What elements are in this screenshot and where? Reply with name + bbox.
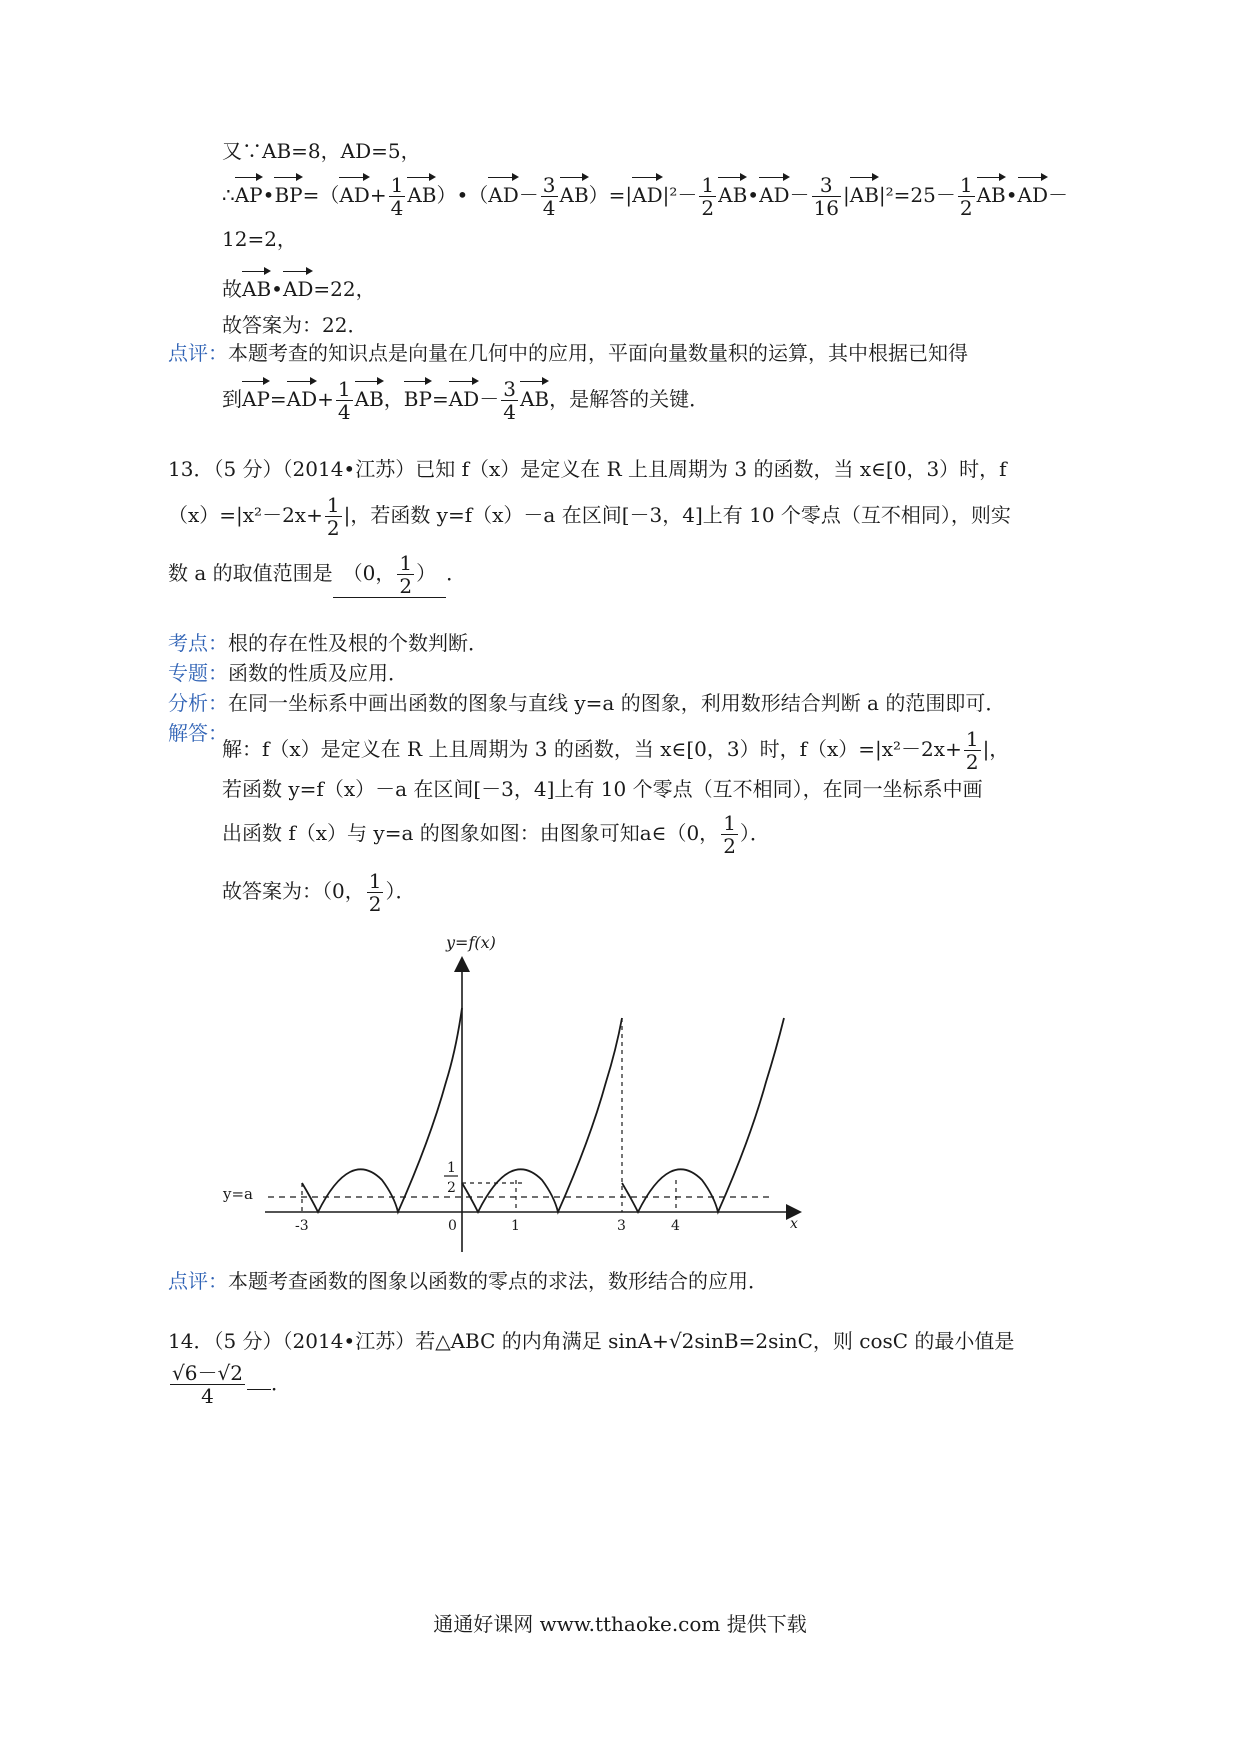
tick-label-3: 3 — [617, 1218, 626, 1234]
tick-label-4: 4 — [671, 1218, 680, 1234]
q12-comment: 点评：本题考查的知识点是向量在几何中的应用，平面向量数量积的运算，其中根据已知得 — [168, 341, 968, 365]
q13-line1: 13．（5 分）（2014•江苏）已知 f（x）是定义在 R 上且周期为 3 的函数，当 x∈[0，3）时，f — [168, 457, 1007, 481]
q14-answer: $\frac{√6-√2}{4}$ ． — [172, 1361, 291, 1408]
q13-fenxi: 分析：在同一坐标系中画出函数的图象与直线 y=a 的图象，利用数形结合判断 a 的范围即可． — [168, 691, 1006, 715]
tick-label-0: 0 — [448, 1218, 457, 1234]
y-a-label: y=a — [223, 1185, 253, 1203]
fraction-half: $\frac{1}{2}$ — [326, 493, 340, 540]
q13-line2: （x）=|x²－2x+ $\frac{1}{2}$ |，若函数 y=f（x）－a 在区间[－3，4]上有 10 个零点（互不相同），则实 — [168, 493, 1011, 540]
x-axis-label: x — [790, 1216, 798, 1232]
fraction: $\frac{3}{16}$ — [813, 173, 839, 220]
fraction: $\frac{1}{2}$ — [701, 173, 715, 220]
q13-line3: 数 a 的取值范围是 （0， $\frac{1}{2}$ ） ． — [168, 551, 467, 598]
q13-zhuanti: 专题：函数的性质及应用． — [168, 661, 408, 685]
q13-comment: 点评：本题考查函数的图象以函数的零点的求法，数形结合的应用． — [168, 1269, 768, 1293]
q12-line2: ∴AP•BP=（AD+ $\frac{1}{4}$ AB）•（AD－ $\frac{3}{4}$ AB）=|AD|²－ $\frac{1}{2}$ AB•AD－ $\frac{3}{16}$ |AB|²=25－ $\frac{1}{2}$ AB•AD－ — [222, 173, 1069, 220]
q12-answer: 故答案为：22． — [222, 313, 368, 337]
fraction: $\frac{1}{4}$ — [337, 377, 351, 424]
q13-kaodian: 考点：根的存在性及根的个数判断． — [168, 631, 488, 655]
q14-line1: 14．（5 分）（2014•江苏）若△ABC 的内角满足 sinA+√2sinB=2sinC，则 cosC 的最小值是 — [168, 1329, 1015, 1353]
q13-jieda2: 若函数 y=f（x）－a 在区间[－3，4]上有 10 个零点（互不相同），在同一坐标系中画 — [222, 777, 983, 801]
half-label-num: 1 — [447, 1160, 456, 1176]
y-axis-label: y=f(x) — [446, 933, 496, 952]
answer-fraction: $\frac{√6-√2}{4}$ — [172, 1361, 243, 1408]
q13-jieda3: 出函数 f（x）与 y=a 的图象如图：由图象可知a∈（0， $\frac{1}{2}$ ）． — [222, 811, 770, 858]
fraction: $\frac{3}{4}$ — [503, 377, 516, 424]
tick-label-1: 1 — [511, 1218, 520, 1234]
tick-label-neg3: -3 — [295, 1218, 309, 1234]
comment-tag: 点评： — [168, 341, 228, 365]
q13-jieda1: 解：f（x）是定义在 R 上且周期为 3 的函数，当 x∈[0，3）时，f（x）=|x²－2x+ $\frac{1}{2}$ |， — [222, 727, 1010, 774]
q12-line1: 又∵AB=8，AD=5， — [222, 139, 421, 163]
page-footer: 通通好课网 www.tthaoke.com 提供下载 — [433, 1612, 807, 1636]
f-curve — [302, 1008, 784, 1212]
q13-answer: 故答案为：（0， $\frac{1}{2}$ ）． — [222, 869, 416, 916]
fraction: $\frac{3}{4}$ — [542, 173, 556, 220]
fraction: $\frac{1}{4}$ — [390, 173, 404, 220]
q12-comment-line2: 到AP=AD+ $\frac{1}{4}$ AB，BP=AD－ $\frac{3}{4}$ AB，是解答的关键． — [222, 377, 710, 424]
q12-line4: 故AB•AD=22， — [222, 268, 376, 304]
q12-line3: 12=2， — [222, 227, 297, 251]
half-label-den: 2 — [447, 1180, 456, 1196]
answer-blank: （0， $\frac{1}{2}$ ） — [333, 552, 446, 598]
fraction: $\frac{1}{2}$ — [959, 173, 973, 220]
q13-jieda-tag: 解答： — [168, 721, 228, 745]
